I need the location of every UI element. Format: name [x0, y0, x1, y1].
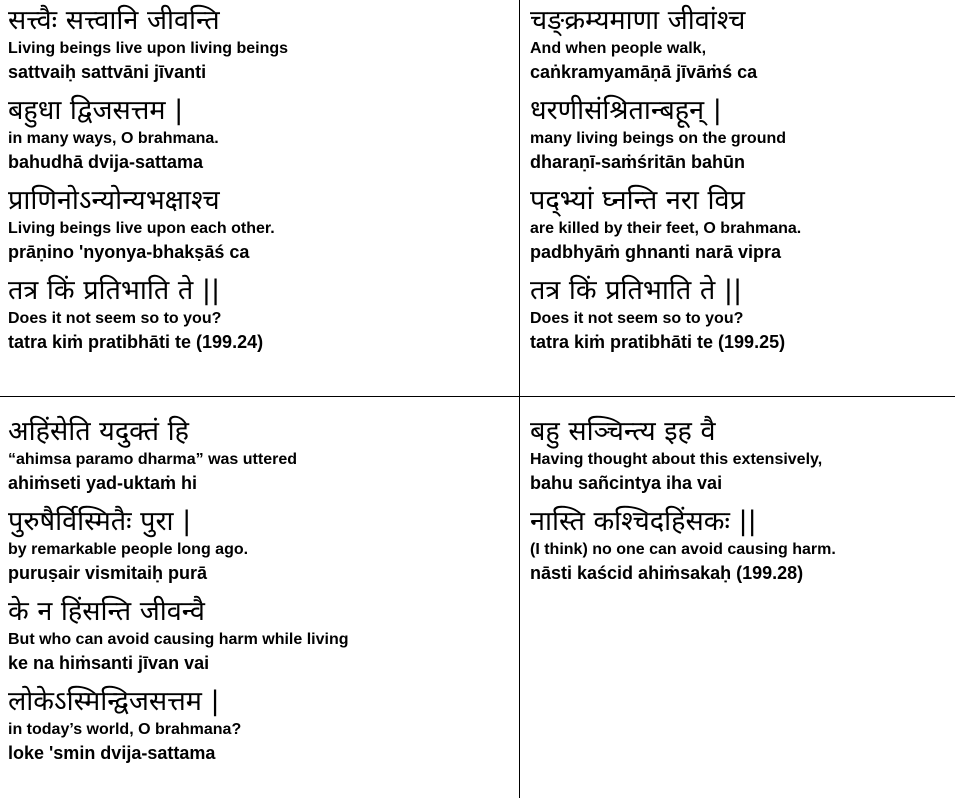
transliteration-text: tatra kiṁ pratibhāti te (199.24)	[8, 332, 264, 352]
sanskrit-text: नास्ति कश्चिदहिंसकः ||	[530, 506, 757, 537]
verse-line	[530, 505, 955, 585]
verse-line	[8, 685, 519, 765]
english-translation: in many ways, O brahmana.	[8, 130, 219, 147]
verse-block-199-25	[520, 0, 955, 396]
transliteration-text: puruṣair vismitaiḥ purā	[8, 563, 208, 583]
sanskrit-text: पुरुषैर्विस्मितैः पुरा |	[8, 506, 192, 537]
verse-line	[530, 184, 955, 264]
verse-block-199-24	[0, 0, 519, 396]
verse-line	[530, 94, 955, 174]
english-translation: And when people walk,	[530, 40, 707, 57]
sanskrit-text: तत्र किं प्रतिभाति ते ||	[530, 275, 743, 306]
transliteration-text: nāsti kaścid ahiṁsakaḥ (199.28)	[530, 563, 804, 583]
transliteration-text: ahiṁseti yad-uktaṁ hi	[8, 473, 198, 493]
sanskrit-text: तत्र किं प्रतिभाति ते ||	[8, 275, 221, 306]
transliteration-text: padbhyāṁ ghnanti narā vipra	[530, 242, 782, 262]
transliteration-text: sattvaiḥ sattvāni jīvanti	[8, 62, 207, 82]
sanskrit-text: बहु सञ्चिन्त्य इह वै	[530, 416, 716, 447]
english-translation: Does it not seem so to you?	[530, 310, 744, 327]
sanskrit-text: पद्भ्यां घ्नन्ति नरा विप्र	[530, 185, 745, 216]
transliteration-text: ke na hiṁsanti jīvan vai	[8, 653, 210, 673]
sanskrit-text: धरणीसंश्रितान्बहून् |	[530, 95, 722, 126]
verse-line	[530, 274, 955, 354]
transliteration-text: bahu sañcintya iha vai	[530, 473, 723, 493]
verse-block-ahimsa	[0, 397, 519, 798]
transliteration-text: dharaṇī-saṁśritān bahūn	[530, 152, 746, 172]
english-translation: But who can avoid causing harm while living	[8, 631, 349, 648]
sanskrit-text: चङ्क्रम्यमाणा जीवांश्च	[530, 5, 746, 36]
sanskrit-text: लोकेऽस्मिन्द्विजसत्तम |	[8, 686, 220, 717]
verse-line	[8, 4, 519, 84]
verse-line	[8, 415, 519, 495]
transliteration-text: caṅkramyamāṇā jīvāṁś ca	[530, 62, 758, 82]
sanskrit-text: अहिंसेति यदुक्तं हि	[8, 416, 189, 447]
verse-block-199-28	[520, 397, 955, 798]
english-translation: Does it not seem so to you?	[8, 310, 222, 327]
english-translation: Having thought about this extensively,	[530, 451, 823, 468]
verse-line	[530, 415, 955, 495]
english-translation: by remarkable people long ago.	[8, 541, 249, 558]
transliteration-text: bahudhā dvija-sattama	[8, 152, 204, 172]
verse-line	[8, 505, 519, 585]
english-translation: Living beings live upon each other.	[8, 220, 275, 237]
sanskrit-text: सत्त्वैः सत्त्वानि जीवन्ति	[8, 5, 220, 36]
verse-line	[8, 94, 519, 174]
verse-line	[8, 274, 519, 354]
english-translation: many living beings on the ground	[530, 130, 787, 147]
verse-line	[530, 4, 955, 84]
english-translation: in today’s world, O brahmana?	[8, 721, 242, 738]
transliteration-text: loke 'smin dvija-sattama	[8, 743, 216, 763]
english-translation: “ahimsa paramo dharma” was uttered	[8, 451, 297, 468]
transliteration-text: prāṇino 'nyonya-bhakṣāś ca	[8, 242, 250, 262]
english-translation: Living beings live upon living beings	[8, 40, 289, 57]
transliteration-text: tatra kiṁ pratibhāti te (199.25)	[530, 332, 786, 352]
sanskrit-text: प्राणिनोऽन्योन्यभक्षाश्च	[8, 185, 220, 216]
english-translation: (I think) no one can avoid causing harm.	[530, 541, 836, 558]
verse-line	[8, 184, 519, 264]
verse-line	[8, 595, 519, 675]
english-translation: are killed by their feet, O brahmana.	[530, 220, 802, 237]
sanskrit-text: बहुधा द्विजसत्तम |	[8, 95, 184, 126]
sanskrit-text: के न हिंसन्ति जीवन्वै	[8, 596, 205, 627]
